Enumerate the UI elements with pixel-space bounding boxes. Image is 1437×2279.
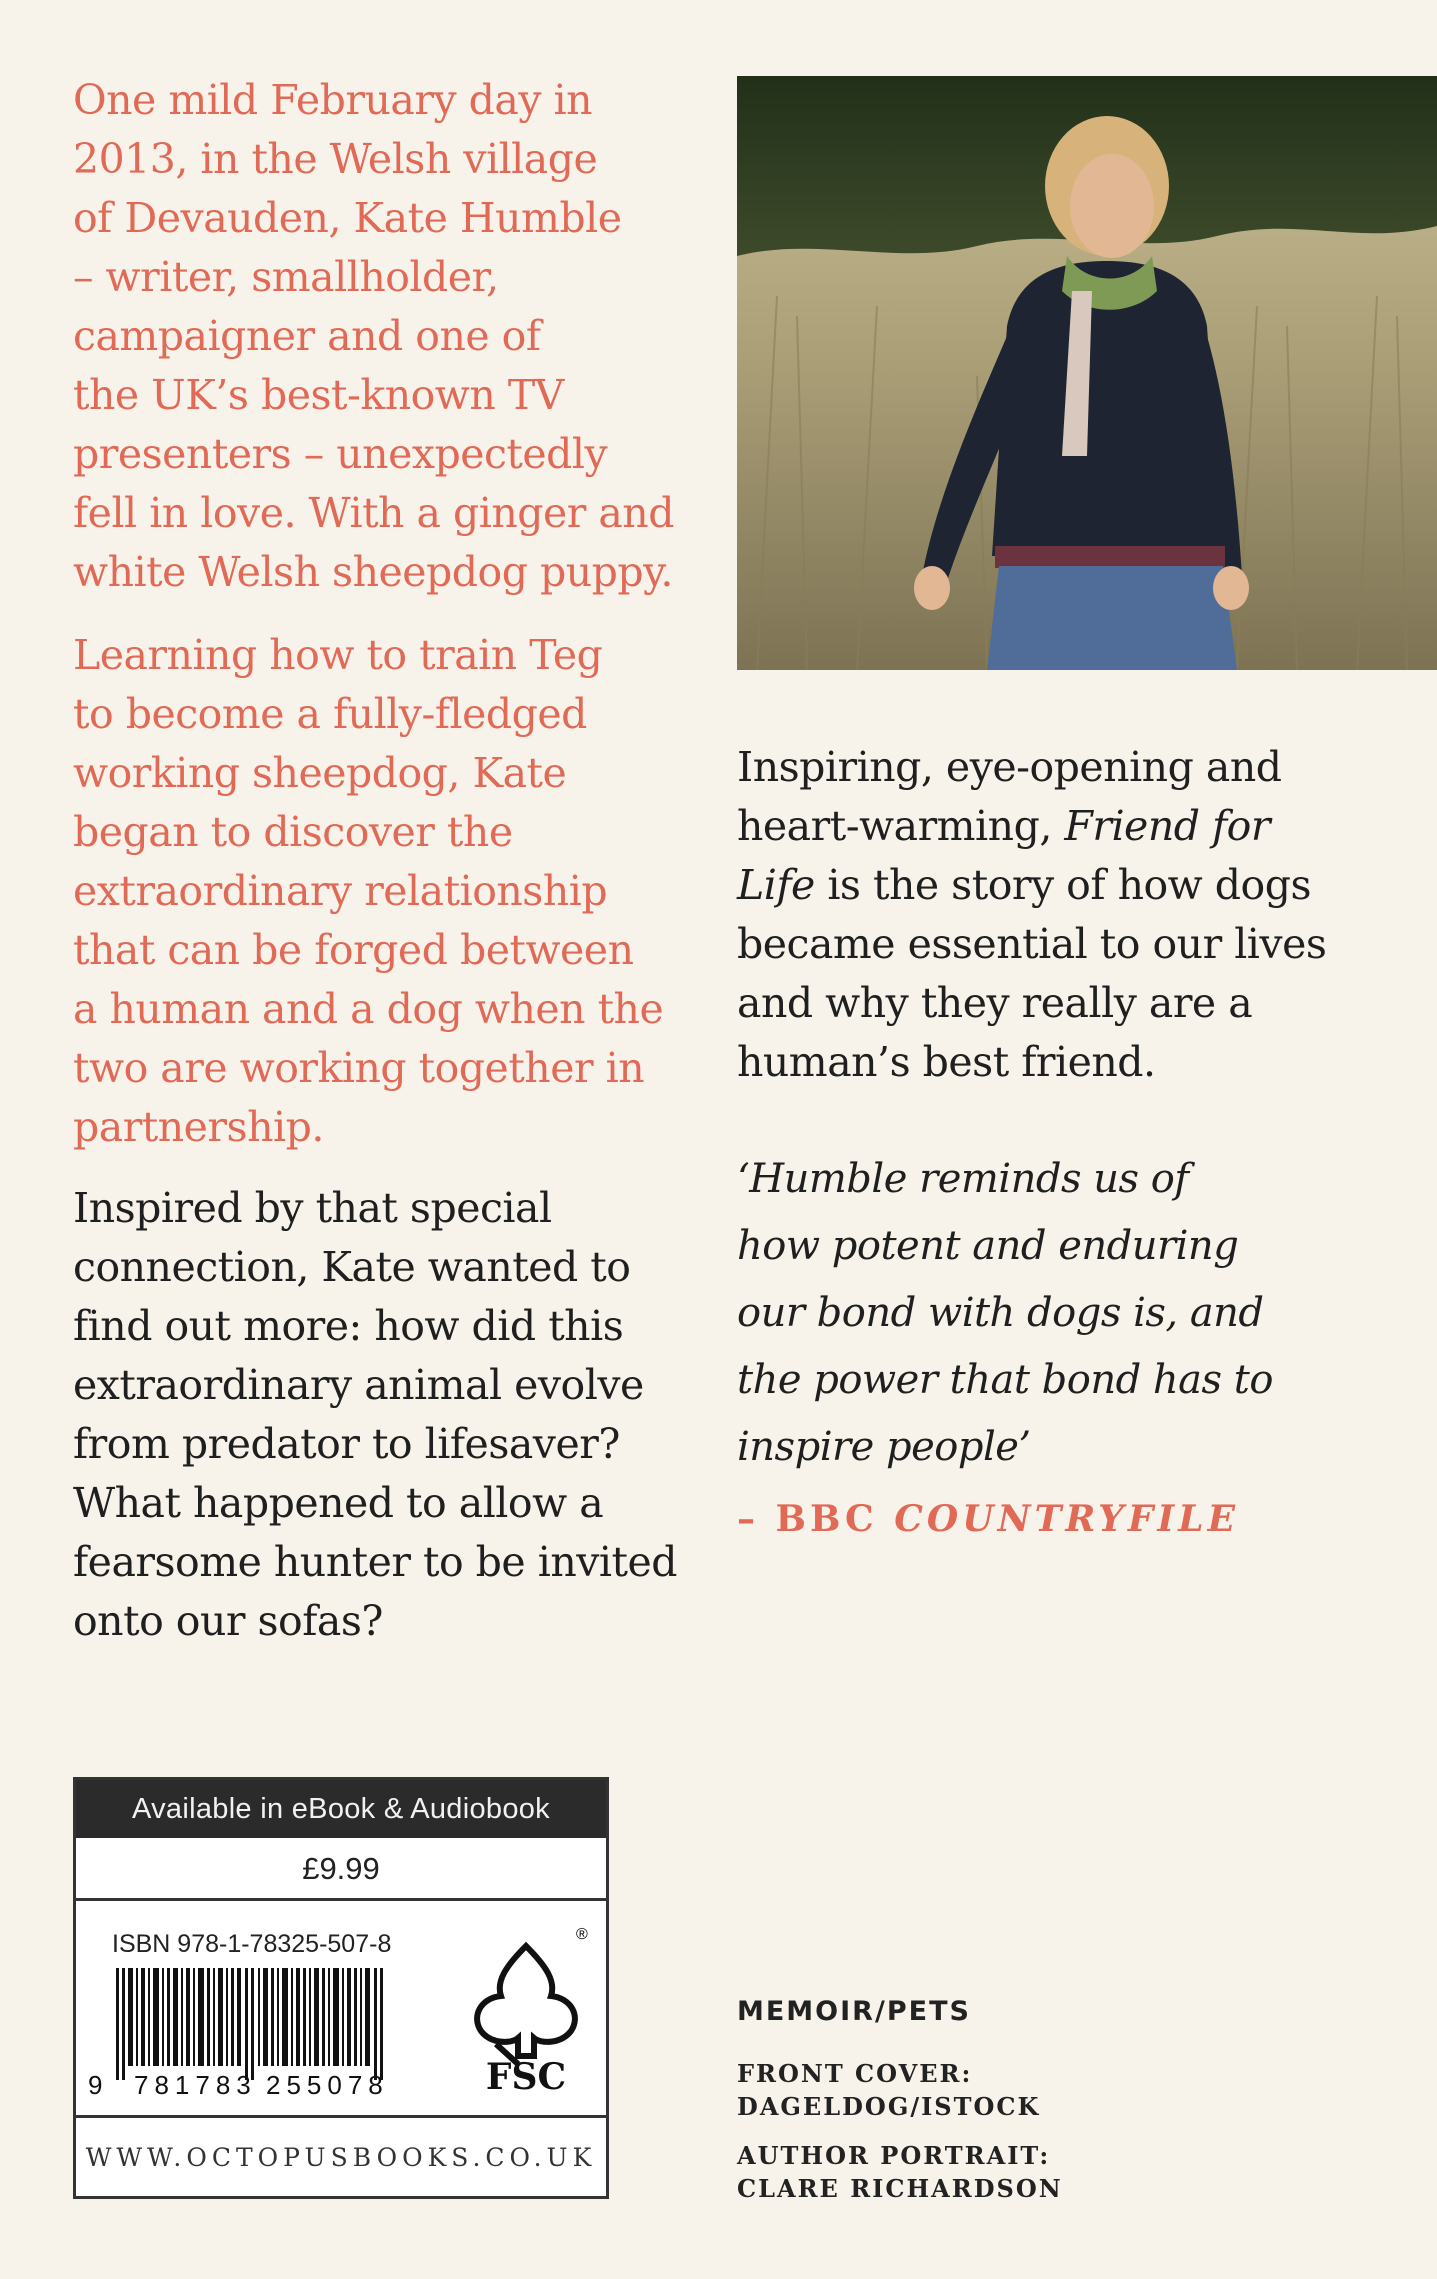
text-line: extraordinary relationship xyxy=(73,867,608,915)
text-line: partnership. xyxy=(73,1103,324,1151)
text-line: campaigner and one of xyxy=(73,312,541,360)
text-line: working sheepdog, Kate xyxy=(73,749,567,797)
text-line xyxy=(737,856,1326,915)
text-line: fell in love. With a ginger and xyxy=(73,489,674,537)
credit-label: FRONT COVER: xyxy=(737,2059,973,2088)
text-line: What happened to allow a xyxy=(73,1479,604,1527)
text-line: that can be forged between xyxy=(73,926,634,974)
text-line: One mild February day in xyxy=(73,76,593,124)
text-line: the UK’s best-known TV xyxy=(73,371,564,419)
text-line: – writer, smallholder, xyxy=(73,253,499,301)
credit-label: AUTHOR PORTRAIT: xyxy=(737,2141,1051,2170)
book-title-italic: Life xyxy=(737,861,815,909)
quote-line: inspire people’ xyxy=(737,1424,1031,1470)
price-label: £9.99 xyxy=(76,1838,606,1901)
credit-value: DAGELDOG/ISTOCK xyxy=(737,2092,1041,2121)
registered-mark: ® xyxy=(576,1926,588,1943)
category-label: MEMOIR/PETS xyxy=(737,1996,971,2027)
text-line: 2013, in the Welsh village xyxy=(73,135,598,183)
publisher-website: WWW.OCTOPUSBOOKS.CO.UK xyxy=(76,2115,606,2196)
quote-attribution xyxy=(737,1498,1239,1540)
text-line: of Devauden, Kate Humble xyxy=(73,194,622,242)
quote-line: how potent and enduring xyxy=(737,1223,1239,1269)
isbn-label: ISBN 978-1-78325-507-8 xyxy=(112,1930,392,1958)
text-line: from predator to lifesaver? xyxy=(73,1420,620,1468)
quote-line: the power that bond has to xyxy=(737,1357,1273,1403)
barcode-digits xyxy=(88,2070,388,2101)
text-line: find out more: how did this xyxy=(73,1302,624,1350)
blurb-paragraph-training xyxy=(73,626,663,1157)
text-line: Learning how to train Teg xyxy=(73,631,603,679)
attribution-prefix: – BBC xyxy=(737,1498,895,1540)
text-line xyxy=(737,797,1326,856)
fsc-label: FSC xyxy=(485,2056,567,2098)
review-quote xyxy=(737,1146,1273,1481)
quote-line: our bond with dogs is, and xyxy=(737,1290,1264,1336)
text-line: fearsome hunter to be invited xyxy=(73,1538,677,1586)
text-line: Inspired by that special xyxy=(73,1184,552,1232)
barcode-digit-group: 781783 xyxy=(134,2070,257,2100)
book-title-italic: Friend for xyxy=(1064,802,1270,850)
text-line: onto our sofas? xyxy=(73,1597,383,1645)
text-fragment: heart-warming, xyxy=(737,802,1065,850)
text-fragment: is the story of how dogs xyxy=(814,861,1311,909)
barcode-lead-digit: 9 xyxy=(88,2070,109,2100)
text-line: presenters – unexpectedly xyxy=(73,430,608,478)
text-line: to become a fully-fledged xyxy=(73,690,587,738)
text-line: a human and a dog when the xyxy=(73,985,664,1033)
blurb-paragraph-questions xyxy=(73,1179,677,1651)
quote-line: ‘Humble reminds us of xyxy=(737,1156,1189,1202)
fsc-logo xyxy=(456,1926,596,2111)
credit-value: CLARE RICHARDSON xyxy=(737,2174,1063,2203)
front-cover-credit xyxy=(737,2057,1040,2123)
author-portrait-credit xyxy=(737,2139,1063,2205)
attribution-source: COUNTRYFILE xyxy=(894,1498,1240,1540)
text-line: two are working together in xyxy=(73,1044,645,1092)
text-line: white Welsh sheepdog puppy. xyxy=(73,548,673,596)
blurb-paragraph-summary xyxy=(737,738,1326,1092)
text-line: began to discover the xyxy=(73,808,513,856)
barcode-price-box xyxy=(73,1777,609,2199)
text-line: Inspiring, eye-opening and xyxy=(737,743,1282,791)
availability-banner: Available in eBook & Audiobook xyxy=(76,1780,606,1838)
blurb-paragraph-intro xyxy=(73,71,674,602)
author-portrait-photo xyxy=(737,76,1437,670)
text-line: became essential to our lives xyxy=(737,920,1327,968)
text-line: connection, Kate wanted to xyxy=(73,1243,631,1291)
text-line: extraordinary animal evolve xyxy=(73,1361,644,1409)
portrait-illustration xyxy=(737,76,1437,670)
text-line: and why they really are a xyxy=(737,979,1253,1027)
barcode-digit-group: 255078 xyxy=(266,2070,389,2100)
text-line: human’s best friend. xyxy=(737,1038,1156,1086)
